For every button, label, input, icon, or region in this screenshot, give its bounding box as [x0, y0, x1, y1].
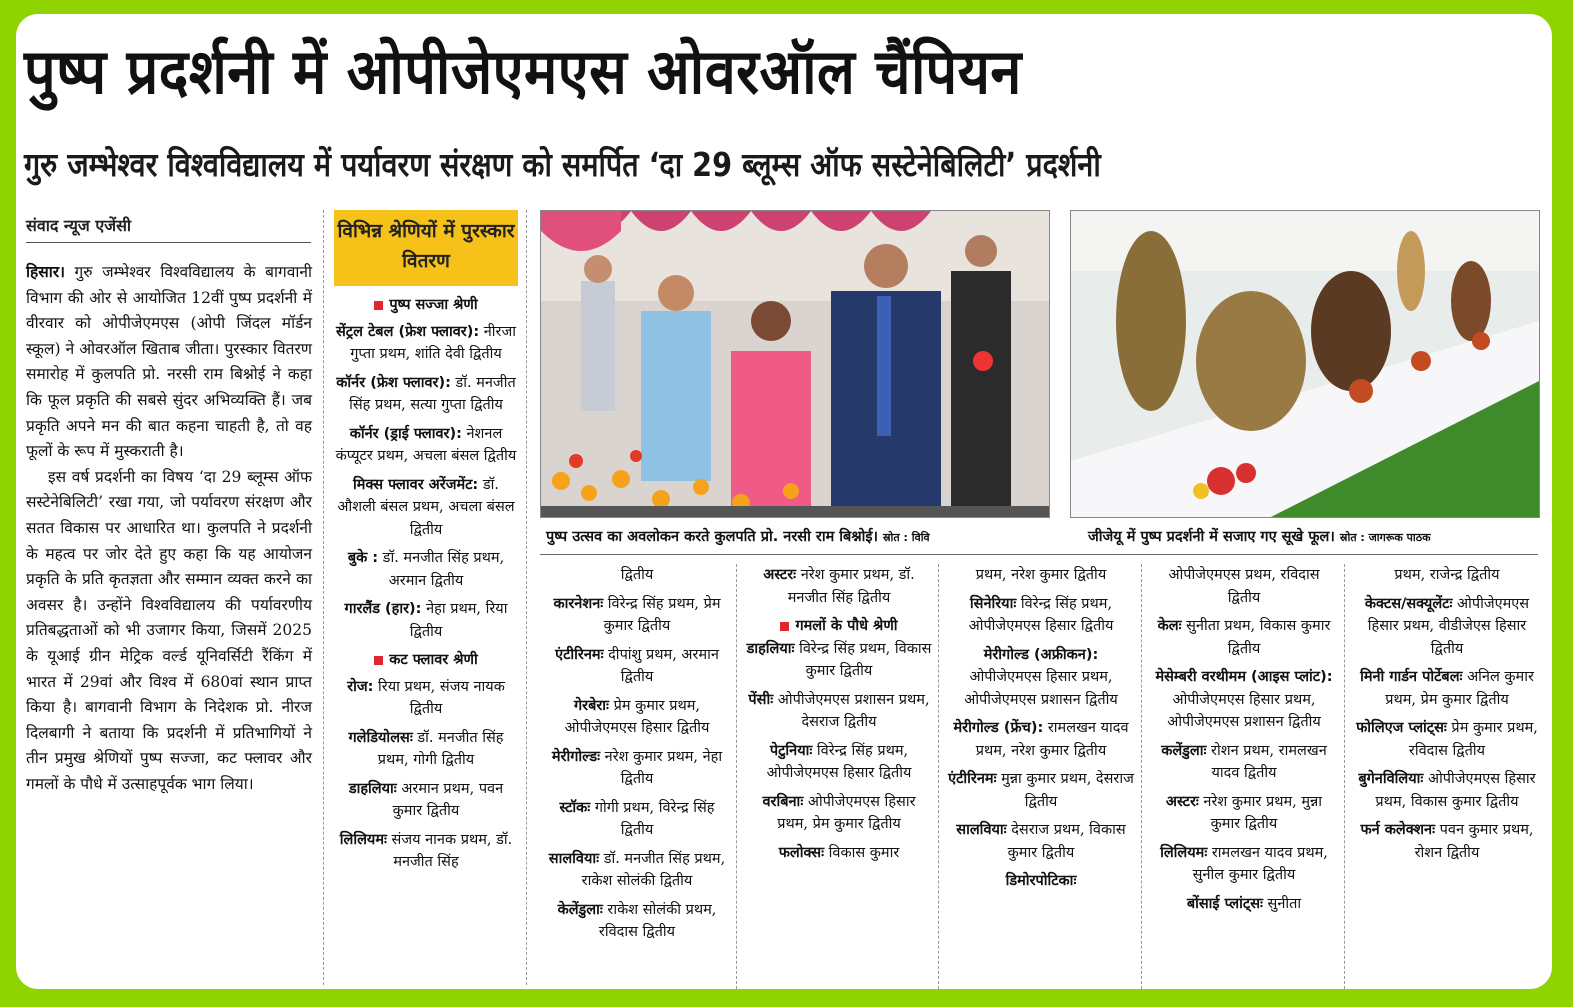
award-category-name: डाहलियाः — [348, 780, 397, 797]
award-category-name: मेसेम्बरी वरथीमम (आइस प्लांट): — [1155, 669, 1333, 685]
photo2-caption: जीजेयू में पुष्प प्रदर्शनी में सजाए गए सूखे फूल। स्रोत : जागरूक पाठक — [1088, 529, 1431, 545]
award-entry — [334, 598, 518, 643]
red-square-icon — [780, 622, 789, 631]
award-entry — [1354, 564, 1540, 587]
award-winners: नीरजा गुप्ता प्रथम, शांति देवी द्वितीय — [350, 323, 516, 362]
award-entry — [544, 564, 730, 587]
award-category-name: कॉर्नर (ड्राई फ्लावर): — [349, 425, 462, 442]
award-category-name: मिनी गार्डन पोर्टेबलः — [1360, 669, 1463, 685]
awards-column-0 — [334, 292, 518, 880]
award-winners: राकेश सोलंकी प्रथम, रविदास द्वितीय — [598, 901, 717, 940]
award-category-name: वरबिनाः — [762, 793, 804, 810]
award-winners: ओपीजेएमएस प्रथम, रविदास द्वितीय — [1168, 567, 1320, 606]
award-entry — [1151, 666, 1337, 734]
award-entry — [544, 644, 730, 689]
award-winners: डॉ. मनजीत सिंह प्रथम, राकेश सोलंकी द्वितीय — [581, 850, 726, 889]
award-winners: पवन कुमार प्रथम, रोशन द्वितीय — [1414, 822, 1534, 861]
award-category-name: फर्न कलेक्शनः — [1360, 822, 1436, 838]
award-entry — [334, 778, 518, 823]
award-category-name: कलेंडुलाः — [1161, 742, 1207, 759]
award-category-name: कॉर्नर (फ्रेश फ्लावर): — [336, 374, 451, 391]
award-winners: द्वितीय — [620, 567, 654, 583]
award-winners: अरमान प्रथम, पवन कुमार द्वितीय — [392, 780, 504, 819]
photo-dry-flowers — [1070, 210, 1540, 518]
award-entry — [948, 593, 1134, 638]
award-winners: नेहा प्रथम, रिया द्वितीय — [409, 601, 508, 640]
award-entry — [334, 547, 518, 592]
headline: पुष्प प्रदर्शनी में ओपीजेएमएस ओवरऑल चैंपियन — [24, 35, 1022, 108]
award-category-name: पेटुनियाः — [769, 742, 813, 759]
awards-column-5 — [1354, 564, 1540, 870]
award-winners: प्रेम कुमार प्रथम, ओपीजेएमएस हिसार द्वितीय — [564, 697, 710, 736]
award-winners: नरेश कुमार प्रथम, नेहा द्वितीय — [600, 748, 723, 787]
column-divider — [1141, 564, 1142, 989]
award-winners: नरेश कुमार प्रथम, डॉ. मनजीत सिंह द्वितीय — [787, 567, 915, 606]
award-category-name: बोंसाई प्लांट्सः — [1186, 895, 1263, 912]
award-entry — [1354, 717, 1540, 762]
award-category-name: बुगेनविलियाः — [1358, 771, 1424, 787]
category-heading: पुष्प सज्जा श्रेणी — [334, 294, 518, 317]
award-category-name: केलः — [1157, 618, 1182, 634]
award-entry — [948, 717, 1134, 762]
award-category-name: एंटीरिनमः — [555, 646, 604, 663]
award-category-name: रोज: — [347, 678, 374, 695]
award-winners: विरेन्द्र सिंह प्रथम, ओपीजेएमएस हिसार द्वितीय — [766, 742, 912, 781]
award-winners: विकास कुमार — [824, 844, 900, 861]
award-category-name: सिनेरियाः — [969, 595, 1017, 612]
award-winners: प्रथम, राजेन्द्र द्वितीय — [1394, 567, 1500, 583]
award-category-name: स्टॉकः — [559, 799, 591, 816]
award-entry — [1151, 564, 1337, 609]
award-category-name: मेरीगोल्ड (फ्रेंच): — [953, 720, 1044, 736]
article-body — [26, 260, 312, 797]
award-entry — [544, 746, 730, 791]
byline: संवाद न्यूज एजेंसी — [26, 214, 311, 243]
award-entry — [334, 321, 518, 366]
awards-column-4 — [1151, 564, 1337, 921]
award-category-name: मेरीगोल्डः — [551, 748, 601, 765]
award-category-name: बुके : — [347, 550, 379, 566]
award-winners: सुनीता — [1262, 895, 1302, 912]
award-winners: नरेश कुमार प्रथम, मुन्ना कुमार द्वितीय — [1198, 793, 1323, 832]
award-category-name: केक्टस/सक्यूलेंटः — [1364, 595, 1453, 612]
award-winners: गोगी प्रथम, विरेन्द्र सिंह द्वितीय — [590, 799, 715, 838]
award-entry — [746, 740, 932, 785]
photo-vice-chancellor-illustration — [541, 211, 1049, 517]
award-entry — [334, 829, 518, 874]
award-category-name: अस्टरः — [763, 567, 797, 583]
award-category-name: एंटीरिनमः — [948, 771, 997, 787]
award-category-name: फलोक्सः — [778, 844, 825, 861]
award-entry — [948, 870, 1134, 893]
category-heading: कट फ्लावर श्रेणी — [334, 649, 518, 672]
subheadline: गुरु जम्भेश्वर विश्वविद्यालय में पर्यावरण संरक्षण को समर्पित ‘दा 29 ब्लूम्स ऑफ सस्टेनेबिलिटी’ प्रदर्शनी — [24, 145, 1101, 184]
award-category-name: डिमोरपोटिकाः — [1005, 873, 1077, 889]
column-divider — [323, 210, 324, 985]
award-winners: विरेन्द्र सिंह प्रथम, ओपीजेएमएस हिसार द्वितीय — [968, 595, 1114, 634]
article-paragraph-2: इस वर्ष प्रदर्शनी का विषय ‘दा 29 ब्लूम्स ऑफ सस्टेनेबिलिटी’ रखा गया, जो पर्यावरण संरक्षण और सतत विकास पर आधारित था। कुलपति ने प्रदर्शनी के महत्व पर जोर देते हुए कहा कि यह आयोजन प्रकृति के प्रति कृतज्ञता और सम्मान व्यक्त करने का अवसर है। उन्होंने विश्वविद्यालय की पर्यावरणीय प्रतिबद्धताओं को भी उजागर किया, जिसमें 2025 के यूआई ग्रीन मेट्रिक वर्ल्ड यूनिवर्सिटी रैंकिंग में भारत में 29वां और विश्व में 680वां स्थान प्राप्त किया है। बागवानी विभाग के निदेशक प्रो. नीरज दिलबागी ने बताया कि प्रदर्शनी में प्रतिभागियों ने तीन प्रमुख श्रेणियों पुष्प सज्जा, कट फ्लावर और गमलों के पौधे में उत्साहपूर्वक भाग लिया। — [26, 467, 312, 793]
red-square-icon — [374, 301, 383, 310]
award-winners: रामलखन यादव प्रथम, नरेश कुमार द्वितीय — [975, 720, 1129, 759]
award-entry — [746, 791, 932, 836]
awards-column-1 — [544, 564, 730, 950]
award-entry — [948, 564, 1134, 587]
award-winners: प्रथम, नरेश कुमार द्वितीय — [975, 567, 1107, 583]
photo-dry-flowers-illustration — [1071, 211, 1539, 517]
award-entry — [1354, 666, 1540, 711]
award-winners: दीपांशु प्रथम, अरमान द्वितीय — [603, 646, 719, 685]
award-category-name: कारनेशनः — [553, 595, 604, 612]
award-winners: रिया प्रथम, संजय नायक द्वितीय — [373, 678, 505, 717]
award-entry — [746, 842, 932, 865]
award-entry — [1151, 740, 1337, 785]
award-winners: रामलखन यादव प्रथम, सुनील कुमार द्वितीय — [1192, 844, 1328, 883]
award-category-name: सेंट्रल टेबल (फ्रेश फ्लावर): — [336, 323, 480, 340]
award-entry — [1354, 819, 1540, 864]
awards-box-title: विभिन्न श्रेणियों में पुरस्कार वितरण — [334, 210, 518, 286]
award-category-name: डाहलियाः — [746, 640, 795, 657]
award-entry — [544, 848, 730, 893]
award-entry — [1354, 593, 1540, 661]
award-winners: नेशनल कंप्यूटर प्रथम, अचला बंसल द्वितीय — [335, 425, 517, 464]
award-winners: प्रेम कुमार प्रथम, रविदास द्वितीय — [1408, 720, 1538, 759]
award-entry — [544, 899, 730, 944]
award-winners: डॉ. औशली बंसल प्रथम, अचला बंसल द्वितीय — [337, 476, 515, 538]
award-entry — [746, 689, 932, 734]
award-category-name: पेंसीः — [748, 691, 774, 708]
award-entry — [746, 638, 932, 683]
award-entry — [948, 768, 1134, 813]
award-winners: ओपीजेएमएस प्रशासन प्रथम, देसराज द्वितीय — [773, 691, 930, 730]
award-winners: संजय नानक प्रथम, डॉ. मनजीत सिंह — [386, 831, 513, 870]
newspaper-page — [16, 14, 1552, 989]
award-winners: डॉ. मनजीत सिंह प्रथम, सत्या गुप्ता द्वितीय — [349, 374, 516, 413]
award-category-name: गलेडियोलसः — [348, 729, 413, 746]
award-entry — [746, 564, 932, 609]
award-winners: देसराज प्रथम, विकास कुमार द्वितीय — [1006, 822, 1126, 861]
award-category-name: मिक्स फ्लावर अरेंजमेंट: — [353, 476, 479, 493]
awards-column-2 — [746, 564, 932, 870]
awards-column-3 — [948, 564, 1134, 899]
award-category-name: गारलैंड (हार): — [344, 601, 422, 617]
award-winners: डॉ. मनजीत सिंह प्रथम, गोगी द्वितीय — [377, 729, 504, 768]
column-divider — [938, 564, 939, 989]
photo1-caption: पुष्प उत्सव का अवलोकन करते कुलपति प्रो. नरसी राम बिश्नोई। स्रोत : विवि — [546, 529, 930, 545]
award-entry — [1151, 791, 1337, 836]
photo-vice-chancellor — [540, 210, 1050, 518]
column-divider — [526, 210, 527, 985]
award-entry — [1151, 842, 1337, 887]
column-divider — [736, 564, 737, 989]
award-entry — [334, 423, 518, 468]
award-winners: ओपीजेएमएस हिसार प्रथम, ओपीजेएमएस प्रशासन द्वितीय — [964, 669, 1118, 708]
award-winners: ओपीजेएमएस हिसार प्रथम, विकास कुमार द्वितीय — [1375, 771, 1536, 810]
award-entry — [544, 593, 730, 638]
category-heading: गमलों के पौधे श्रेणी — [746, 615, 932, 638]
award-entry — [948, 819, 1134, 864]
award-winners: विरेन्द्र सिंह प्रथम, प्रेम कुमार द्वितीय — [603, 595, 721, 634]
award-entry — [334, 727, 518, 772]
award-category-name: लिलियमः — [1160, 844, 1208, 861]
award-entry — [544, 797, 730, 842]
award-entry — [1151, 615, 1337, 660]
award-category-name: सालवियाः — [548, 850, 600, 867]
award-entry — [1151, 893, 1337, 916]
award-winners: सुनीता प्रथम, विकास कुमार द्वितीय — [1181, 618, 1331, 657]
award-category-name: लिलियमः — [339, 831, 387, 848]
award-entry — [1354, 768, 1540, 813]
award-winners: ओपीजेएमएस हिसार प्रथम, प्रेम कुमार द्वितीय — [777, 793, 916, 832]
caption-rule — [540, 554, 1538, 555]
column-divider — [1344, 564, 1345, 989]
award-entry — [948, 644, 1134, 712]
award-category-name: केलेंडुलाः — [557, 901, 603, 918]
award-category-name: अस्टरः — [1165, 793, 1199, 810]
award-category-name: सालवियाः — [956, 822, 1007, 838]
award-winners: ओपीजेएमएस हिसार प्रथम, वीडीजेएस हिसार द्वितीय — [1367, 595, 1530, 657]
award-entry — [334, 372, 518, 417]
award-entry — [334, 474, 518, 542]
award-winners: ओपीजेएमएस हिसार प्रथम, ओपीजेएमएस प्रशासन द्वितीय — [1167, 691, 1321, 730]
award-winners: रोशन प्रथम, रामलखन यादव द्वितीय — [1206, 742, 1327, 781]
award-winners: डॉ. मनजीत सिंह प्रथम, अरमान द्वितीय — [378, 550, 505, 589]
award-category-name: गेरबेराः — [573, 697, 609, 714]
award-winners: मुन्ना कुमार प्रथम, देसराज द्वितीय — [996, 771, 1134, 810]
dateline: हिसार। — [26, 263, 65, 281]
award-winners: विरेन्द्र सिंह प्रथम, विकास कुमार द्वितीय — [794, 640, 932, 679]
award-winners: अनिल कुमार प्रथम, प्रेम कुमार द्वितीय — [1385, 669, 1534, 708]
award-entry — [334, 676, 518, 721]
award-entry — [544, 695, 730, 740]
award-category-name: फोलिएज प्लांट्सः — [1356, 720, 1447, 736]
article-paragraph-1: हिसार। गुरु जम्भेश्वर विश्वविद्यालय के बागवानी विभाग की ओर से आयोजित 12वीं पुष्प प्रदर्शनी में वीरवार को ओपीजेएमएस (ओपी जिंदल मॉर्डन स्कूल) ने ओवरऑल खिताब जीता। पुरस्कार वितरण समारोह में कुलपति प्रो. नरसी राम बिश्नोई ने कहा कि फूल प्रकृति की सबसे सुंदर अभिव्यक्ति हैं। जब प्रकृति अपने मन की बात कहना चाहती है, तो वह फूलों के रूप में मुस्कराती है। — [26, 263, 312, 461]
red-square-icon — [374, 656, 383, 665]
award-category-name: मेरीगोल्ड (अफ्रीकन): — [983, 646, 1099, 663]
